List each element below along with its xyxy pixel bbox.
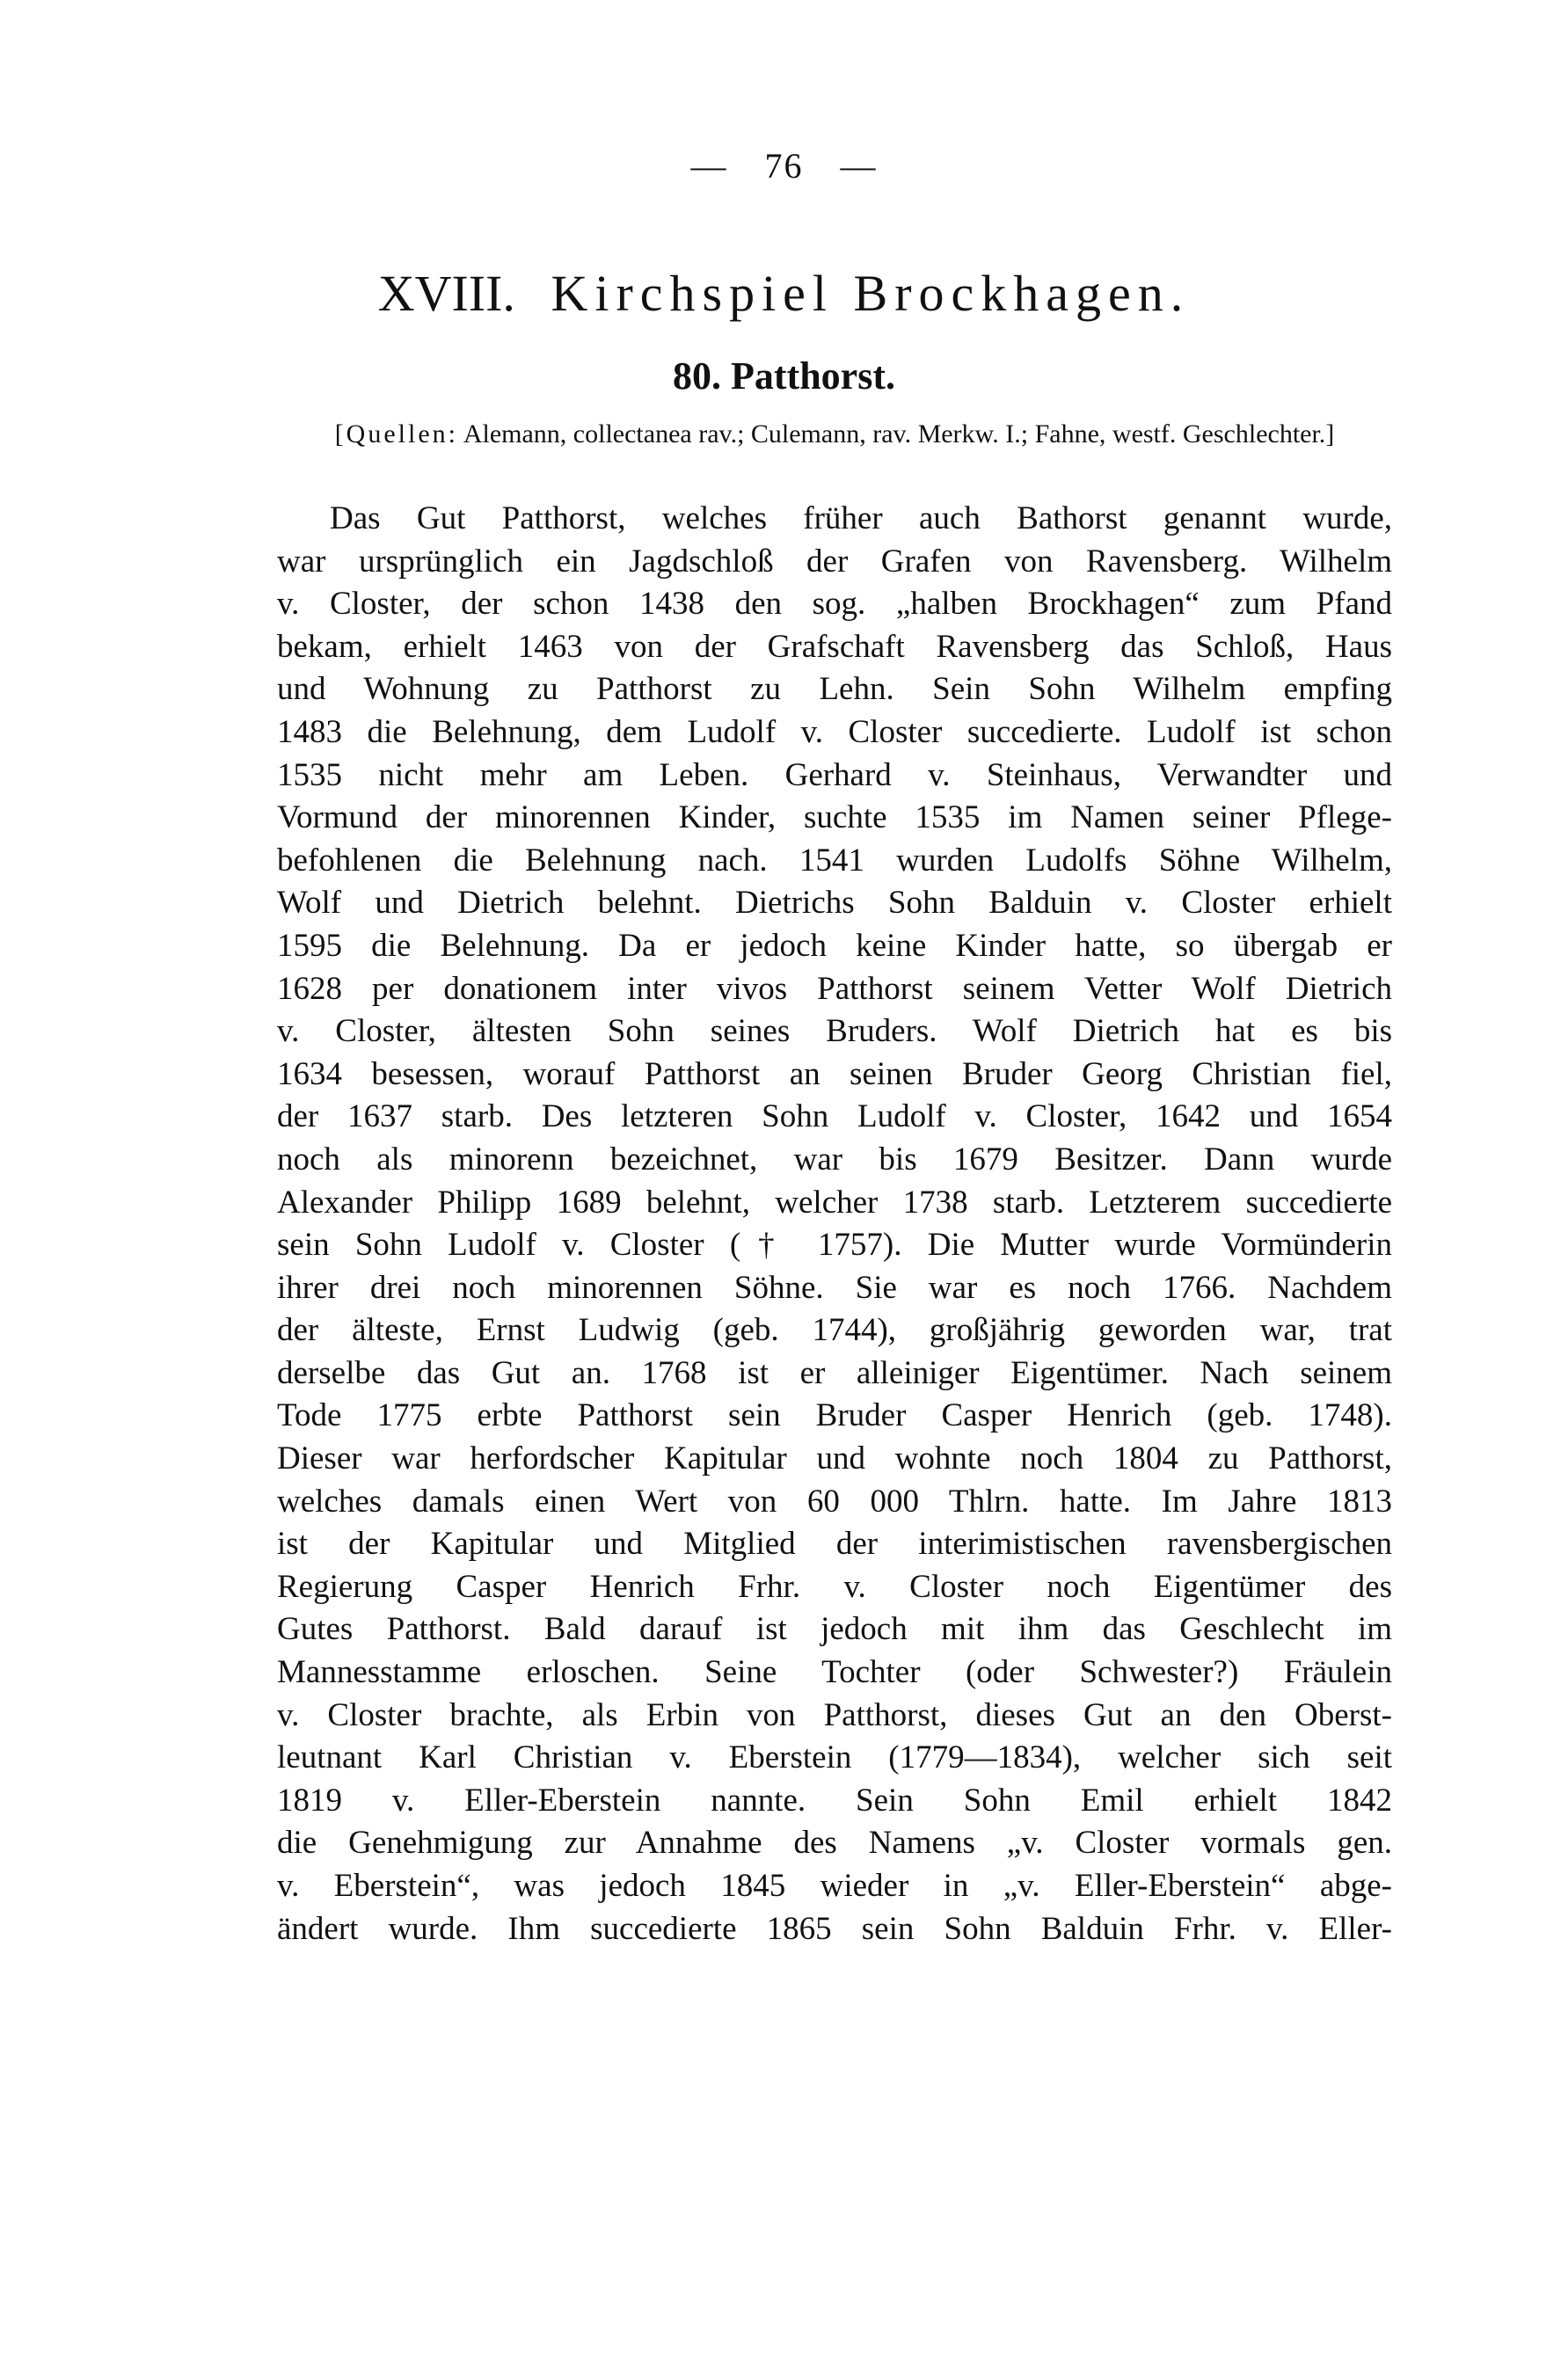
text-line: ist der Kapitular und Mitglied der interimistischen ravensbergischen	[277, 1526, 1392, 1563]
text-line: 1483 die Belehnung, dem Ludolf v. Closter succedierte. Ludolf ist schon	[277, 713, 1392, 750]
text-line: befohlenen die Belehnung nach. 1541 wurden Ludolfs Söhne Wilhelm,	[277, 842, 1392, 879]
text-line: derselbe das Gut an. 1768 ist er alleiniger Eigentümer. Nach seinem	[277, 1354, 1392, 1391]
sources-note	[277, 415, 1392, 454]
text-line: ihrer drei noch minorennen Söhne. Sie war es noch 1766. Nachdem	[277, 1269, 1392, 1306]
text-line: und Wohnung zu Patthorst zu Lehn. Sein Sohn Wilhelm empfing	[277, 671, 1392, 708]
text-line: Alexander Philipp 1689 belehnt, welcher 1738 starb. Letzterem succedierte	[277, 1184, 1392, 1221]
page-number-value: 76	[764, 146, 804, 186]
text-line: welches damals einen Wert von 60 000 Thlrn. hatte. Im Jahre 1813	[277, 1483, 1392, 1520]
text-line: 1819 v. Eller-Eberstein nannte. Sein Sohn Emil erhielt 1842	[277, 1782, 1392, 1819]
text-line: Tode 1775 erbte Patthorst sein Bruder Casper Henrich (geb. 1748).	[277, 1397, 1392, 1434]
text-line: sein Sohn Ludolf v. Closter († 1757). Die Mutter wurde Vormünderin	[277, 1227, 1392, 1264]
sources-text: Alemann, collectanea rav.; Culemann, rav. Merkw. I.; Fahne, westf. Geschlechter.]	[463, 419, 1335, 448]
text-line: 1634 besessen, worauf Patthorst an seinen Bruder Georg Christian fiel,	[277, 1055, 1392, 1092]
text-line: 1628 per donationem inter vivos Patthorst seinem Vetter Wolf Dietrich	[277, 970, 1392, 1007]
body-paragraph	[277, 498, 1392, 1950]
text-line: der 1637 starb. Des letzteren Sohn Ludolf v. Closter, 1642 und 1654	[277, 1098, 1392, 1135]
text-line: der älteste, Ernst Ludwig (geb. 1744), großjährig geworden war, trat	[277, 1312, 1392, 1349]
text-line: v. Eberstein“, was jedoch 1845 wieder in „v. Eller-Eberstein“ abge-	[277, 1868, 1392, 1904]
text-line: Regierung Casper Henrich Frhr. v. Closter noch Eigentümer des	[277, 1568, 1392, 1605]
text-line: v. Closter brachte, als Erbin von Patthorst, dieses Gut an den Oberst-	[277, 1696, 1392, 1733]
text-line: 1535 nicht mehr am Leben. Gerhard v. Steinhaus, Verwandter und	[277, 756, 1392, 793]
text-line: v. Closter, ältesten Sohn seines Bruders. Wolf Dietrich hat es bis	[277, 1013, 1392, 1050]
text-line: v. Closter, der schon 1438 den sog. „halben Brockhagen“ zum Pfand	[277, 586, 1392, 623]
text-line: noch als minorenn bezeichnet, war bis 1679 Besitzer. Dann wurde	[277, 1141, 1392, 1178]
text-line: leutnant Karl Christian v. Eberstein (1779—1834), welcher sich seit	[277, 1739, 1392, 1776]
page-number	[0, 145, 1568, 186]
text-line: Gutes Patthorst. Bald darauf ist jedoch mit ihm das Geschlecht im	[277, 1611, 1392, 1648]
sources-label: [Quellen:	[334, 419, 458, 448]
text-line: ändert wurde. Ihm succedierte 1865 sein Sohn Balduin Frhr. v. Eller-	[277, 1910, 1392, 1947]
text-line: Das Gut Patthorst, welches früher auch Bathorst genannt wurde,	[330, 500, 1392, 536]
chapter-title	[0, 264, 1568, 323]
text-line: bekam, erhielt 1463 von der Grafschaft Ravensberg das Schloß, Haus	[277, 628, 1392, 665]
page-number-dash-left: —	[690, 146, 728, 186]
text-line: war ursprünglich ein Jagdschloß der Grafen von Ravensberg. Wilhelm	[277, 543, 1392, 580]
text-line: Vormund der minorennen Kinder, suchte 1535 im Namen seiner Pflege-	[277, 799, 1392, 836]
text-line: Wolf und Dietrich belehnt. Dietrichs Sohn Balduin v. Closter erhielt	[277, 885, 1392, 922]
chapter-roman-numeral: XVIII.	[377, 265, 515, 322]
text-line: Dieser war herfordscher Kapitular und wohnte noch 1804 zu Patthorst,	[277, 1440, 1392, 1477]
chapter-name: Kirchspiel Brockhagen.	[551, 265, 1191, 322]
page-number-dash-right: —	[840, 146, 878, 186]
text-line: Mannesstamme erloschen. Seine Tochter (oder Schwester?) Fräulein	[277, 1654, 1392, 1691]
text-line: 1595 die Belehnung. Da er jedoch keine Kinder hatte, so übergab er	[277, 927, 1392, 964]
text-line: die Genehmigung zur Annahme des Namens „v. Closter vormals gen.	[277, 1825, 1392, 1862]
section-title: 80. Patthorst.	[673, 354, 895, 397]
